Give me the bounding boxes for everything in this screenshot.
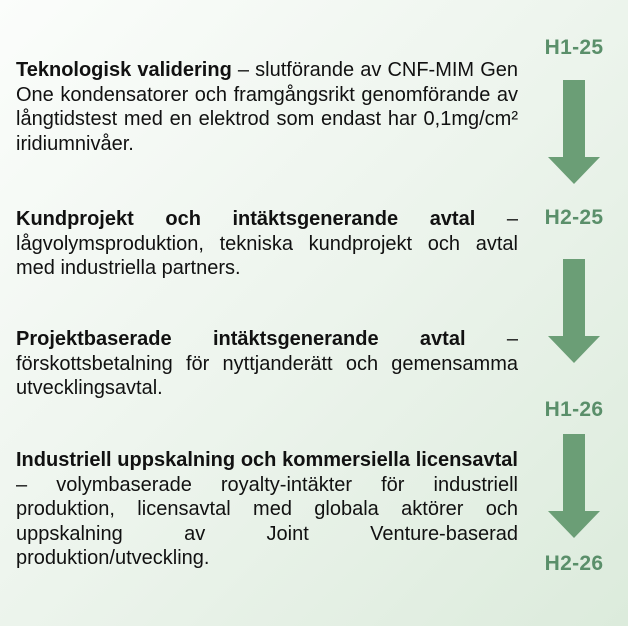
timeline-item-project-based-agreements [16,327,518,401]
down-arrow-icon [548,434,600,538]
phase-label-h2-25: H2-25 [544,206,604,229]
item-description: – lågvolymsproduktion, tekniska kundprojekt och avtal med industriella partners. [16,208,518,279]
down-arrow-icon [548,80,600,184]
item-description: – slutförande av CNF-MIM Gen One kondensatorer och framgångsrikt genomförande av långtidstest med en elektrod som endast har 0,1mg/cm² iridiumnivåer. [16,59,518,155]
item-title: Projektbaserade intäktsgenerande avtal [16,328,466,350]
phase-label-h2-26: H2-26 [544,552,604,575]
item-description: – volymbaserade royalty-intäkter för industriell produktion, licensavtal med globala aktörer och uppskalning av Joint Venture-baserad produktion/utveckling. [16,473,518,569]
timeline-item-industrial-scaleup [16,448,518,571]
item-title: Teknologisk validering [16,59,232,81]
timeline-item-technological-validation [16,58,518,156]
phase-label-h1-25: H1-25 [544,36,604,59]
item-title: Industriell uppskalning och kommersiella licensavtal [16,449,518,471]
item-title: Kundprojekt och intäktsgenerande avtal [16,208,476,230]
timeline-item-customer-projects [16,207,518,281]
phase-label-h1-26: H1-26 [544,398,604,421]
item-description: – förskottsbetalning för nyttjanderätt och gemensamma utvecklingsavtal. [16,328,518,399]
down-arrow-icon [548,259,600,363]
